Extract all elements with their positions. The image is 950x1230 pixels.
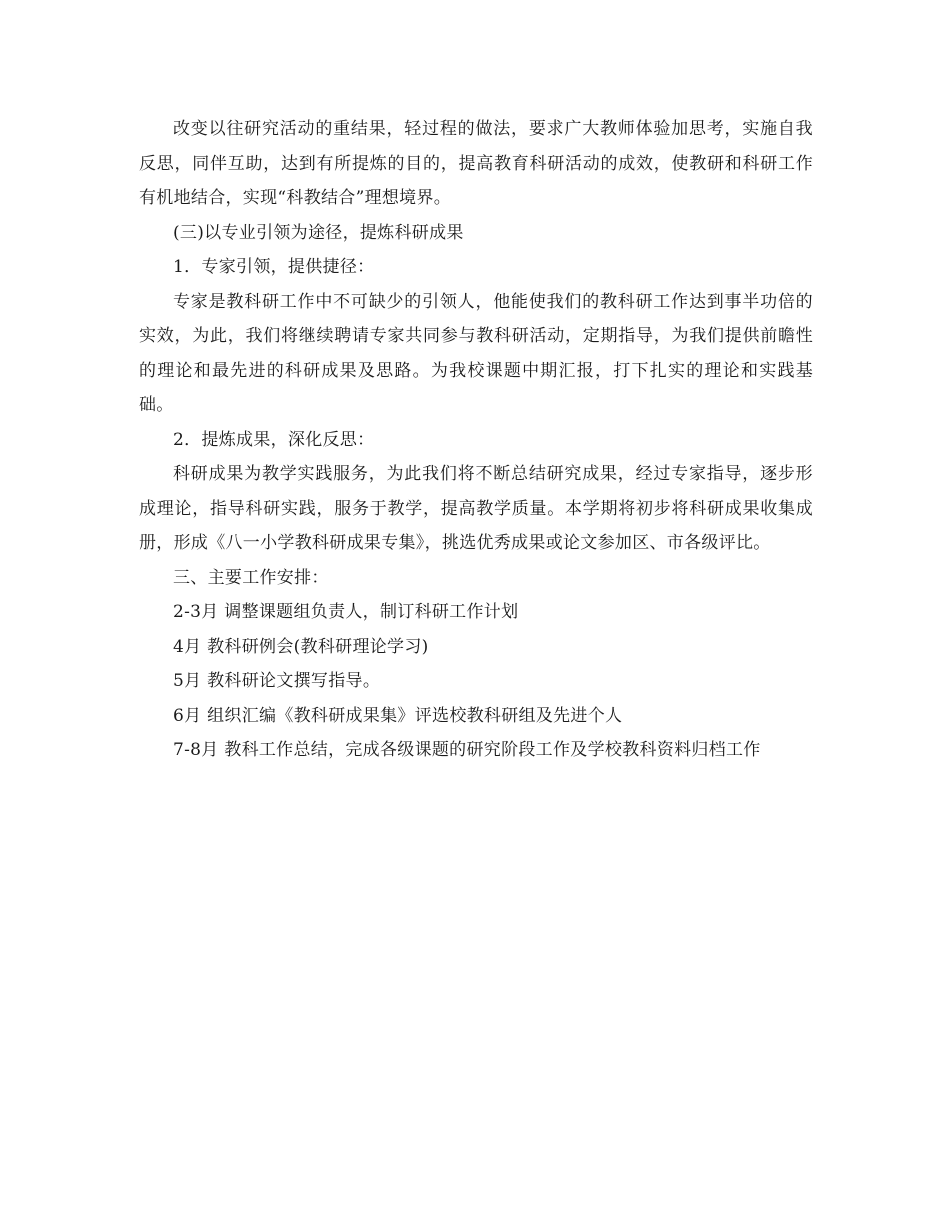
document-page bbox=[139, 112, 813, 768]
schedule-item-jul-aug: 7-8月 教科工作总结，完成各级课题的研究阶段工作及学校教科资料归档工作 bbox=[173, 740, 761, 760]
subheading-expert-guidance: 1．专家引领，提供捷径： bbox=[173, 257, 375, 277]
schedule-item-jun: 6月 组织汇编《教科研成果集》评选校教科研组及先进个人 bbox=[173, 705, 623, 726]
schedule-item-apr: 4月 教科研例会(教科研理论学习) bbox=[173, 636, 429, 657]
schedule-item-may: 5月 教科研论文撰写指导。 bbox=[173, 671, 381, 691]
heading-work-schedule: 三、主要工作安排： bbox=[173, 567, 329, 588]
paragraph-reform-research: 改变以往研究活动的重结果，轻过程的做法，要求广大教师体验加思考，实施自我反思，同伴互助，达到有所提炼的目的，提高教育科研活动的成效，使教研和科研工作有机地结合，实现“科教结合”理想境界。 bbox=[139, 119, 813, 208]
paragraph-expert-guidance: 专家是教科研工作中不可缺少的引领人，他能使我们的教科研工作达到事半功倍的实效，为此，我们将继续聘请专家共同参与教科研活动，定期指导，为我们提供前瞻性的理论和最先进的科研成果及思路。为我校课题中期汇报，打下扎实的理论和实践基础。 bbox=[139, 291, 813, 415]
heading-professional-guidance: (三)以专业引领为途径，提炼科研成果 bbox=[173, 222, 464, 243]
subheading-refine-results: 2．提炼成果，深化反思： bbox=[173, 429, 375, 450]
schedule-item-feb-mar: 2-3月 调整课题组负责人，制订科研工作计划 bbox=[173, 602, 519, 622]
paragraph-refine-results: 科研成果为教学实践服务，为此我们将不断总结研究成果，经过专家指导，逐步形成理论，指导科研实践，服务于教学，提高教学质量。本学期将初步将科研成果收集成册，形成《八一小学教科研成果专集》，挑选优秀成果或论文参加区、市各级评比。 bbox=[139, 464, 813, 553]
